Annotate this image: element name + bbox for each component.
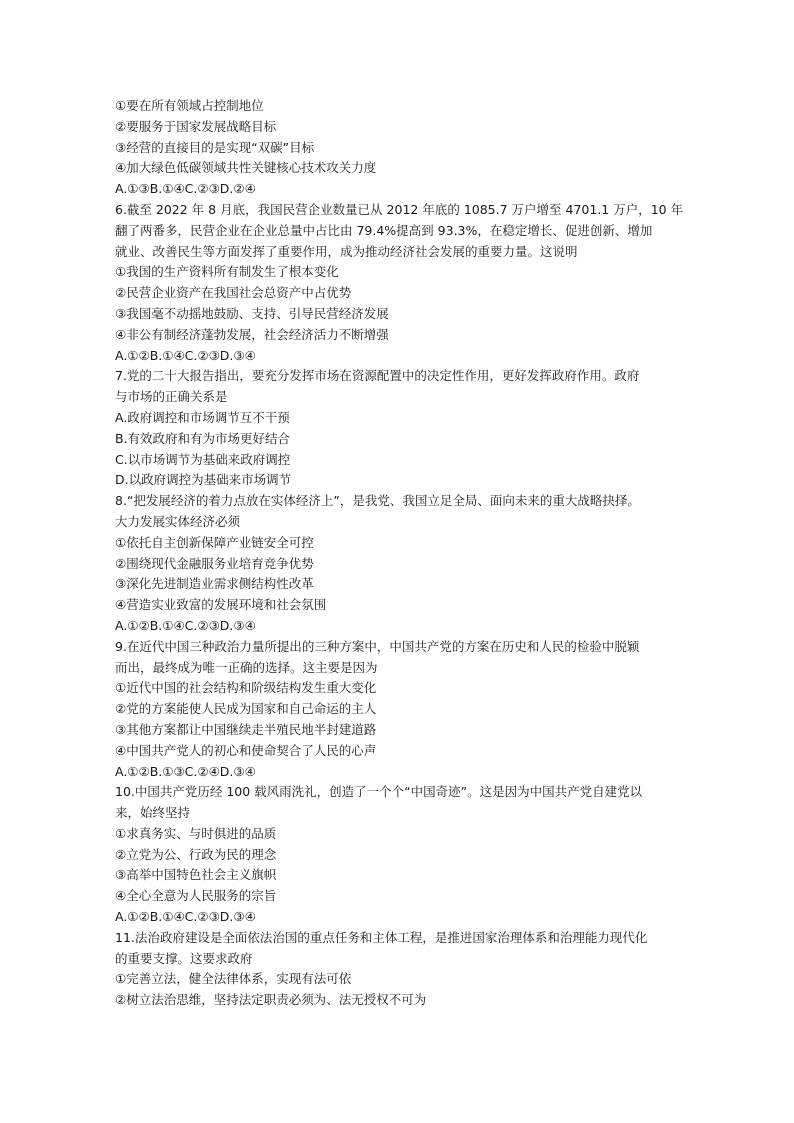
question-8-stem: 大力发展实体经济必须 (115, 513, 241, 529)
answer-choices-q6: A.①②B.①④C.②③D.③④ (115, 347, 256, 363)
answer-choices-q9: A.①②B.①③C.②④D.③④ (115, 763, 256, 779)
choice-c: C.以市场调节为基础来政府调控 (115, 451, 291, 467)
choice-d: D.以政府调控为基础来市场调节 (115, 472, 292, 488)
question-6-stem: 就业、改善民生等方面发挥了重要作用，成为推动经济社会发展的重要力量。这说明 (115, 243, 578, 259)
choice-a: A.政府调控和市场调节互不干预 (115, 409, 290, 425)
option-line: ③经营的直接目的是实现“双碳”目标 (115, 139, 315, 155)
option-line: ④非公有制经济蓬勃发展，社会经济活力不断增强 (115, 326, 389, 342)
option-line: ④全心全意为人民服务的宗旨 (115, 888, 277, 904)
option-line: ④加大绿色低碳领域共性关键核心技术攻关力度 (115, 160, 377, 176)
question-9-stem: 9.在近代中国三种政治力量所提出的三种方案中，中国共产党的方案在历史和人民的检验中脱颖 (115, 638, 640, 654)
option-line: ①完善立法，健全法律体系，实现有法可依 (115, 971, 352, 987)
answer-choices-q10: A.①②B.①④C.②③D.③④ (115, 909, 256, 925)
option-line: ④营造实业致富的发展环境和社会氛围 (115, 597, 327, 613)
option-line: ③其他方案都让中国继续走半殖民地半封建道路 (115, 721, 377, 737)
option-line: ②要服务于国家发展战略目标 (115, 118, 277, 134)
option-line: ③高举中国特色社会主义旗帜 (115, 867, 277, 883)
question-9-stem: 而出，最终成为唯一正确的选择。这主要是因为 (115, 659, 378, 675)
question-11-stem: 11.法治政府建设是全面依法治国的重点任务和主体工程，是推进国家治理体系和治理能力现代化 (115, 929, 648, 945)
option-line: ①近代中国的社会结构和阶级结构发生重大变化 (115, 680, 377, 696)
question-10-stem: 来，始终坚持 (115, 805, 191, 821)
option-line: ②党的方案能使人民成为国家和自己命运的主人 (115, 701, 377, 717)
option-line: ①要在所有领域占控制地位 (115, 98, 264, 113)
question-6-stem: 6.截至 2022 年 8 月底，我国民营企业数量已从 2012 年底的 1085.7 万户增至 4701.1 万户，10 年 (115, 201, 684, 217)
question-10-stem: 10.中国共产党历经 100 载风雨洗礼，创造了一个个“中国奇迹”。这是因为中国共产党自建党以 (115, 784, 643, 800)
choice-b: B.有效政府和有为市场更好结合 (115, 430, 291, 446)
option-line: ②民营企业资产在我国社会总资产中占优势 (115, 285, 352, 301)
option-line: ②树立法治思维，坚持法定职责必须为、法无授权不可为 (115, 992, 427, 1008)
option-line: ③我国毫不动摇地鼓励、支持、引导民营经济发展 (115, 305, 389, 321)
option-line: ②立党为公、行政为民的理念 (115, 846, 277, 862)
option-line: ①求真务实、与时俱进的品质 (115, 825, 277, 841)
question-7-stem: 7.党的二十大报告指出，要充分发挥市场在资源配置中的决定性作用，更好发挥政府作用。政府 (115, 368, 640, 384)
exam-text-body (115, 96, 705, 1011)
question-11-stem: 的重要支撑。这要求政府 (115, 950, 253, 966)
option-line: ③深化先进制造业需求侧结构性改革 (115, 576, 314, 592)
option-line: ①我国的生产资料所有制发生了根本变化 (115, 264, 339, 280)
question-6-stem: 翻了两番多，民营企业在企业总量中占比由 79.4%提高到 93.3%，在稳定增长、促进创新、增加 (115, 222, 653, 238)
option-line: ①依托自主创新保障产业链安全可控 (115, 534, 314, 550)
question-7-stem: 与市场的正确关系是 (115, 389, 228, 405)
question-8-stem: 8.“把发展经济的着力点放在实体经济上”，是我党、我国立足全局、面向未来的重大战略抉择。 (115, 493, 640, 509)
option-line: ②围绕现代金融服务业培育竞争优势 (115, 555, 314, 571)
answer-choices-q8: A.①②B.①④C.②③D.③④ (115, 617, 256, 633)
answer-choices-q5: A.①③B.①④C.②③D.②④ (115, 181, 256, 197)
option-line: ④中国共产党人的初心和使命契合了人民的心声 (115, 742, 377, 758)
